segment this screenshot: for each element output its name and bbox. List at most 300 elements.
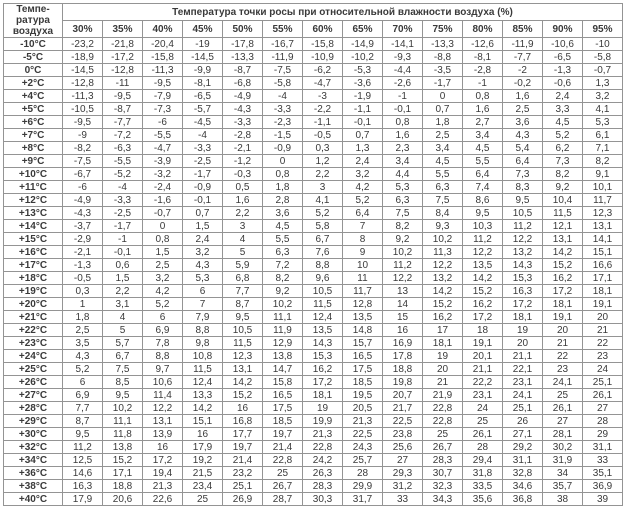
- dew-point-table-page: [0, 3, 624, 509]
- dew-point-value-cell: 11,2: [383, 259, 423, 272]
- dew-point-value-cell: 26,7: [263, 480, 303, 493]
- table-row: [4, 337, 623, 350]
- dew-point-value-cell: 39: [583, 493, 623, 506]
- dew-point-value-cell: -5,2: [103, 168, 143, 181]
- dew-point-value-cell: 5,2: [143, 298, 183, 311]
- table-row: [4, 220, 623, 233]
- dew-point-value-cell: 19,5: [343, 389, 383, 402]
- dew-point-value-cell: 24,1: [543, 376, 583, 389]
- dew-point-value-cell: -12,6: [463, 38, 503, 51]
- air-temp-cell: +11°С: [4, 181, 63, 194]
- dew-point-value-cell: -14,1: [383, 38, 423, 51]
- dew-point-value-cell: 25,1: [583, 376, 623, 389]
- dew-point-value-cell: 19,8: [383, 376, 423, 389]
- dew-point-value-cell: -4,9: [63, 194, 103, 207]
- dew-point-value-cell: -2,6: [383, 77, 423, 90]
- dew-point-value-cell: -7,3: [143, 103, 183, 116]
- humidity-header-cell: 55%: [263, 21, 303, 38]
- dew-point-value-cell: 10,4: [543, 194, 583, 207]
- dew-point-value-cell: 1,3: [343, 142, 383, 155]
- dew-point-value-cell: 3,3: [543, 103, 583, 116]
- dew-point-value-cell: 27: [583, 402, 623, 415]
- dew-point-value-cell: 17,7: [223, 428, 263, 441]
- dew-point-value-cell: -6,5: [543, 51, 583, 64]
- air-temp-cell: 0°С: [4, 64, 63, 77]
- dew-point-value-cell: -6,3: [103, 142, 143, 155]
- dew-point-value-cell: -6,2: [303, 64, 343, 77]
- dew-point-value-cell: -4: [103, 181, 143, 194]
- dew-point-value-cell: 24: [463, 402, 503, 415]
- dew-point-value-cell: 5,5: [423, 168, 463, 181]
- dew-point-value-cell: 21,3: [143, 480, 183, 493]
- dew-point-value-cell: 3,4: [383, 155, 423, 168]
- dew-point-value-cell: 10,2: [103, 402, 143, 415]
- air-temp-cell: +14°С: [4, 220, 63, 233]
- dew-point-value-cell: -10,5: [63, 103, 103, 116]
- dew-point-value-cell: 17,9: [183, 441, 223, 454]
- dew-point-value-cell: 1,2: [303, 155, 343, 168]
- dew-point-value-cell: 18,5: [263, 415, 303, 428]
- dew-point-value-cell: 21,7: [383, 402, 423, 415]
- table-row: [4, 207, 623, 220]
- dew-point-value-cell: 6,1: [583, 129, 623, 142]
- dew-point-value-cell: -6: [63, 181, 103, 194]
- dew-point-value-cell: 9,2: [383, 233, 423, 246]
- dew-point-value-cell: 21,3: [343, 415, 383, 428]
- dew-point-value-cell: 34: [543, 467, 583, 480]
- dew-point-value-cell: 12,4: [183, 376, 223, 389]
- dew-point-value-cell: 14,3: [503, 259, 543, 272]
- dew-point-value-cell: 13,1: [223, 363, 263, 376]
- dew-point-value-cell: -11,9: [503, 38, 543, 51]
- table-row: [4, 454, 623, 467]
- dew-point-value-cell: 6,3: [263, 246, 303, 259]
- dew-point-value-cell: 4,1: [583, 103, 623, 116]
- table-row: [4, 272, 623, 285]
- air-temp-cell: +8°С: [4, 142, 63, 155]
- dew-point-value-cell: 17,9: [63, 493, 103, 506]
- dew-point-value-cell: 9,5: [503, 194, 543, 207]
- dew-point-value-cell: 2,4: [343, 155, 383, 168]
- dew-point-value-cell: 19,7: [263, 428, 303, 441]
- dew-point-value-cell: 4,2: [143, 285, 183, 298]
- dew-point-value-cell: 6,4: [503, 155, 543, 168]
- humidity-header-cell: 40%: [143, 21, 183, 38]
- dew-point-value-cell: -4,3: [63, 207, 103, 220]
- air-temp-cell: +29°С: [4, 415, 63, 428]
- dew-point-value-cell: 17,2: [143, 454, 183, 467]
- dew-point-value-cell: -12,8: [63, 77, 103, 90]
- dew-point-value-cell: 11,2: [503, 220, 543, 233]
- dew-point-value-cell: 12,5: [63, 454, 103, 467]
- dew-point-value-cell: 11,4: [143, 389, 183, 402]
- dew-point-value-cell: 20: [543, 324, 583, 337]
- dew-point-value-cell: 11,5: [223, 337, 263, 350]
- dew-point-value-cell: 17,8: [383, 350, 423, 363]
- dew-point-value-cell: 21,1: [463, 363, 503, 376]
- air-temp-cell: +17°С: [4, 259, 63, 272]
- air-temp-cell: +21°С: [4, 311, 63, 324]
- humidity-header-cell: 90%: [543, 21, 583, 38]
- dew-point-value-cell: 19,1: [463, 337, 503, 350]
- dew-point-value-cell: -23,2: [63, 38, 103, 51]
- dew-point-value-cell: -1,3: [543, 64, 583, 77]
- dew-point-value-cell: 14: [383, 298, 423, 311]
- dew-point-value-cell: 22,1: [503, 363, 543, 376]
- dew-point-value-cell: 9,5: [223, 311, 263, 324]
- air-temp-cell: +26°С: [4, 376, 63, 389]
- dew-point-value-cell: 1,6: [383, 129, 423, 142]
- dew-point-value-cell: 15,8: [263, 376, 303, 389]
- dew-point-value-cell: 6,4: [343, 207, 383, 220]
- dew-point-value-cell: 7,7: [223, 285, 263, 298]
- dew-point-value-cell: 23,1: [463, 389, 503, 402]
- dew-point-value-cell: 17,2: [303, 376, 343, 389]
- dew-point-value-cell: 5,3: [583, 116, 623, 129]
- table-title: Температура точки росы при относительной влажности воздуха (%): [63, 4, 623, 21]
- dew-point-value-cell: 18,1: [303, 389, 343, 402]
- dew-point-value-cell: -11,3: [63, 90, 103, 103]
- dew-point-value-cell: 25: [543, 389, 583, 402]
- dew-point-value-cell: 9: [343, 246, 383, 259]
- dew-point-value-cell: 18,5: [343, 376, 383, 389]
- dew-point-value-cell: 14,2: [183, 402, 223, 415]
- dew-point-value-cell: 21,3: [303, 428, 343, 441]
- dew-point-value-cell: 10,3: [463, 220, 503, 233]
- air-temp-cell: +32°С: [4, 441, 63, 454]
- dew-point-value-cell: 25: [183, 493, 223, 506]
- dew-point-value-cell: -10,9: [303, 51, 343, 64]
- dew-point-value-cell: 12,8: [343, 298, 383, 311]
- dew-point-value-cell: 10,6: [143, 376, 183, 389]
- dew-point-value-cell: 0: [143, 220, 183, 233]
- dew-point-value-cell: 5: [223, 246, 263, 259]
- dew-point-value-cell: -10,6: [543, 38, 583, 51]
- dew-point-value-cell: 30,3: [303, 493, 343, 506]
- dew-point-value-cell: 1,5: [143, 246, 183, 259]
- air-temp-cell: +40°С: [4, 493, 63, 506]
- dew-point-value-cell: 13,5: [343, 311, 383, 324]
- dew-point-value-cell: -21,8: [103, 38, 143, 51]
- dew-point-value-cell: 0: [263, 155, 303, 168]
- dew-point-value-cell: 16,6: [583, 259, 623, 272]
- dew-point-table: [3, 3, 623, 506]
- dew-point-value-cell: -7,7: [103, 116, 143, 129]
- dew-point-value-cell: -12,8: [103, 64, 143, 77]
- dew-point-value-cell: 12,2: [463, 246, 503, 259]
- air-temp-cell: +38°С: [4, 480, 63, 493]
- dew-point-value-cell: 15: [383, 311, 423, 324]
- air-temp-cell: +22°С: [4, 324, 63, 337]
- dew-point-value-cell: 10,2: [263, 298, 303, 311]
- dew-point-value-cell: 18: [463, 324, 503, 337]
- air-temp-cell: +15°С: [4, 233, 63, 246]
- dew-point-value-cell: 13,9: [143, 428, 183, 441]
- table-row: [4, 402, 623, 415]
- humidity-header-cell: 35%: [103, 21, 143, 38]
- dew-point-value-cell: 3,6: [503, 116, 543, 129]
- dew-point-value-cell: -8,7: [223, 64, 263, 77]
- dew-point-value-cell: -9,9: [183, 64, 223, 77]
- dew-point-value-cell: 7,8: [143, 337, 183, 350]
- dew-point-value-cell: -4,7: [143, 142, 183, 155]
- dew-point-value-cell: 26,1: [583, 389, 623, 402]
- table-row: [4, 129, 623, 142]
- dew-point-value-cell: 33,5: [463, 480, 503, 493]
- dew-point-value-cell: 8,8: [303, 259, 343, 272]
- dew-point-value-cell: 25,1: [223, 480, 263, 493]
- dew-point-value-cell: 14,2: [223, 376, 263, 389]
- dew-point-value-cell: -2,5: [103, 207, 143, 220]
- dew-point-value-cell: 22,8: [303, 441, 343, 454]
- dew-point-value-cell: -17,8: [223, 38, 263, 51]
- dew-point-value-cell: 5: [103, 324, 143, 337]
- dew-point-value-cell: 23,1: [503, 376, 543, 389]
- dew-point-value-cell: 16: [183, 428, 223, 441]
- dew-point-value-cell: 0: [423, 90, 463, 103]
- dew-point-value-cell: 20,5: [343, 402, 383, 415]
- dew-point-value-cell: 13,8: [103, 441, 143, 454]
- dew-point-value-cell: 5,8: [303, 220, 343, 233]
- dew-point-value-cell: 17,2: [543, 285, 583, 298]
- dew-point-value-cell: -1,7: [423, 77, 463, 90]
- dew-point-value-cell: 24,1: [503, 389, 543, 402]
- dew-point-value-cell: -2,1: [63, 246, 103, 259]
- air-temp-cell: +20°С: [4, 298, 63, 311]
- dew-point-value-cell: 7: [343, 220, 383, 233]
- dew-point-value-cell: 16,2: [303, 363, 343, 376]
- dew-point-value-cell: 12,2: [503, 233, 543, 246]
- dew-point-value-cell: 3,4: [423, 142, 463, 155]
- dew-point-value-cell: 3: [303, 181, 343, 194]
- dew-point-value-cell: 10,1: [583, 181, 623, 194]
- dew-point-value-cell: -2,5: [183, 155, 223, 168]
- dew-point-value-cell: 1,8: [423, 116, 463, 129]
- dew-point-value-cell: -2,2: [303, 103, 343, 116]
- dew-point-value-cell: -3: [303, 90, 343, 103]
- dew-point-value-cell: 35,1: [583, 467, 623, 480]
- dew-point-value-cell: 14,1: [583, 233, 623, 246]
- dew-point-value-cell: 18,1: [543, 298, 583, 311]
- dew-point-value-cell: 31,9: [543, 454, 583, 467]
- dew-point-value-cell: -20,4: [143, 38, 183, 51]
- dew-point-value-cell: 22: [543, 350, 583, 363]
- dew-point-value-cell: 16,5: [263, 389, 303, 402]
- dew-point-value-cell: 6: [63, 376, 103, 389]
- dew-point-value-cell: -7,2: [103, 129, 143, 142]
- dew-point-value-cell: -8,1: [463, 51, 503, 64]
- dew-point-value-cell: 13,3: [183, 389, 223, 402]
- dew-point-value-cell: 31,1: [503, 454, 543, 467]
- dew-point-value-cell: 33: [383, 493, 423, 506]
- dew-point-value-cell: 28,1: [543, 428, 583, 441]
- dew-point-value-cell: 16,2: [423, 311, 463, 324]
- dew-point-value-cell: 6,7: [103, 350, 143, 363]
- dew-point-value-cell: 16: [383, 324, 423, 337]
- dew-point-value-cell: -7,9: [143, 90, 183, 103]
- dew-point-value-cell: 12,2: [423, 259, 463, 272]
- dew-point-value-cell: 18,1: [583, 285, 623, 298]
- dew-point-value-cell: 12,4: [303, 311, 343, 324]
- dew-point-value-cell: 1,5: [103, 272, 143, 285]
- dew-point-value-cell: 11,1: [103, 415, 143, 428]
- dew-point-value-cell: 8: [343, 233, 383, 246]
- air-temp-cell: +12°С: [4, 194, 63, 207]
- air-temp-cell: +2°С: [4, 77, 63, 90]
- dew-point-value-cell: 6: [183, 285, 223, 298]
- dew-point-value-cell: 4,5: [463, 142, 503, 155]
- dew-point-value-cell: 2,5: [143, 259, 183, 272]
- dew-point-value-cell: 29,4: [463, 454, 503, 467]
- dew-point-value-cell: 0,8: [143, 233, 183, 246]
- dew-point-value-cell: 5,2: [63, 363, 103, 376]
- dew-point-value-cell: 19,9: [303, 415, 343, 428]
- dew-point-value-cell: 22,6: [143, 493, 183, 506]
- dew-point-value-cell: 21,4: [223, 454, 263, 467]
- dew-point-value-cell: 12,9: [263, 337, 303, 350]
- dew-point-value-cell: 15,2: [463, 285, 503, 298]
- dew-point-value-cell: 4,3: [183, 259, 223, 272]
- dew-point-value-cell: 7,4: [463, 181, 503, 194]
- dew-point-value-cell: 0,7: [423, 103, 463, 116]
- dew-point-value-cell: 22,8: [423, 415, 463, 428]
- humidity-header-cell: 60%: [303, 21, 343, 38]
- dew-point-value-cell: 32,8: [503, 467, 543, 480]
- dew-point-value-cell: 28: [583, 415, 623, 428]
- dew-point-value-cell: 11: [343, 272, 383, 285]
- dew-point-value-cell: -9: [63, 129, 103, 142]
- air-temp-cell: +9°С: [4, 155, 63, 168]
- dew-point-value-cell: 6,9: [63, 389, 103, 402]
- humidity-header-cell: 85%: [503, 21, 543, 38]
- dew-point-value-cell: 22: [583, 337, 623, 350]
- dew-point-value-cell: -4: [263, 90, 303, 103]
- dew-point-value-cell: 19,7: [223, 441, 263, 454]
- dew-point-value-cell: 19,1: [583, 298, 623, 311]
- dew-point-value-cell: -0,5: [63, 272, 103, 285]
- dew-point-value-cell: 29,9: [343, 480, 383, 493]
- dew-point-value-cell: -10: [583, 38, 623, 51]
- dew-point-value-cell: 11,2: [463, 233, 503, 246]
- dew-point-value-cell: -5,3: [343, 64, 383, 77]
- air-temp-cell: +23°С: [4, 337, 63, 350]
- dew-point-value-cell: 27: [543, 415, 583, 428]
- dew-point-value-cell: 26,1: [463, 428, 503, 441]
- dew-point-value-cell: 21,1: [503, 350, 543, 363]
- dew-point-value-cell: 3,5: [63, 337, 103, 350]
- table-row: [4, 428, 623, 441]
- dew-point-value-cell: 18,8: [103, 480, 143, 493]
- humidity-header-cell: 50%: [223, 21, 263, 38]
- air-temp-cell: +25°С: [4, 363, 63, 376]
- dew-point-value-cell: -3,3: [263, 103, 303, 116]
- dew-point-value-cell: 15,7: [343, 337, 383, 350]
- humidity-header-row: [4, 21, 623, 38]
- dew-point-value-cell: 11,8: [103, 428, 143, 441]
- table-row: [4, 246, 623, 259]
- dew-point-value-cell: 7,3: [543, 155, 583, 168]
- table-row: [4, 467, 623, 480]
- dew-point-value-cell: 4,4: [383, 168, 423, 181]
- dew-point-value-cell: 10,5: [503, 207, 543, 220]
- dew-point-value-cell: 10,5: [223, 324, 263, 337]
- air-temp-cell: +24°С: [4, 350, 63, 363]
- dew-point-value-cell: -0,9: [263, 142, 303, 155]
- dew-point-value-cell: -7,5: [263, 64, 303, 77]
- dew-point-value-cell: 21,9: [423, 389, 463, 402]
- dew-point-value-cell: 16,5: [343, 350, 383, 363]
- air-temp-cell: +28°С: [4, 402, 63, 415]
- dew-point-value-cell: 5,3: [183, 272, 223, 285]
- air-temperature-column-header: [4, 4, 63, 38]
- dew-point-value-cell: 28,3: [423, 454, 463, 467]
- dew-point-value-cell: 13,2: [503, 246, 543, 259]
- dew-point-value-cell: 3,1: [103, 298, 143, 311]
- dew-point-value-cell: 11,5: [543, 207, 583, 220]
- dew-point-value-cell: 11,5: [183, 363, 223, 376]
- dew-point-value-cell: -0,7: [583, 64, 623, 77]
- dew-point-value-cell: 13,1: [143, 415, 183, 428]
- dew-point-value-cell: -4,7: [303, 77, 343, 90]
- table-row: [4, 311, 623, 324]
- dew-point-value-cell: -13,3: [223, 51, 263, 64]
- dew-point-value-cell: -0,1: [103, 246, 143, 259]
- dew-point-value-cell: 9,8: [183, 337, 223, 350]
- dew-point-value-cell: 1,6: [463, 103, 503, 116]
- air-temp-cell: +6°С: [4, 116, 63, 129]
- dew-point-value-cell: 38: [543, 493, 583, 506]
- dew-point-value-cell: 6,3: [423, 181, 463, 194]
- dew-point-value-cell: 21,4: [263, 441, 303, 454]
- dew-point-value-cell: 7,5: [423, 194, 463, 207]
- dew-point-value-cell: 3: [223, 220, 263, 233]
- dew-point-value-cell: -10,2: [343, 51, 383, 64]
- dew-point-value-cell: 21: [583, 324, 623, 337]
- dew-point-value-cell: 24: [583, 363, 623, 376]
- dew-point-value-cell: 10,2: [383, 246, 423, 259]
- dew-point-value-cell: -3,3: [103, 194, 143, 207]
- dew-point-value-cell: 3,4: [463, 129, 503, 142]
- corner-line-3: воздуха: [12, 26, 54, 37]
- dew-point-value-cell: 15,1: [183, 415, 223, 428]
- table-row: [4, 181, 623, 194]
- dew-point-value-cell: 22,2: [463, 376, 503, 389]
- dew-point-value-cell: 20: [503, 337, 543, 350]
- dew-point-value-cell: 19,2: [183, 454, 223, 467]
- dew-point-value-cell: 6,3: [383, 194, 423, 207]
- dew-point-value-cell: -1,7: [183, 168, 223, 181]
- table-row: [4, 441, 623, 454]
- dew-point-value-cell: 4,3: [63, 350, 103, 363]
- dew-point-value-cell: -9,5: [103, 90, 143, 103]
- dew-point-value-cell: 8,2: [263, 272, 303, 285]
- dew-point-value-cell: 1,6: [503, 90, 543, 103]
- dew-point-value-cell: -6: [143, 116, 183, 129]
- dew-point-value-cell: 13,5: [463, 259, 503, 272]
- dew-point-value-cell: 9,2: [543, 181, 583, 194]
- dew-point-value-cell: 5,2: [543, 129, 583, 142]
- dew-point-value-cell: 17,2: [463, 311, 503, 324]
- dew-point-value-cell: 20,7: [383, 389, 423, 402]
- dew-point-value-cell: 25: [263, 467, 303, 480]
- dew-point-value-cell: 7,5: [103, 363, 143, 376]
- table-row: [4, 389, 623, 402]
- dew-point-value-cell: 0,8: [383, 116, 423, 129]
- dew-point-value-cell: 9,6: [303, 272, 343, 285]
- dew-point-value-cell: -0,9: [183, 181, 223, 194]
- dew-point-value-cell: -17,2: [103, 51, 143, 64]
- dew-point-value-cell: 17,5: [343, 363, 383, 376]
